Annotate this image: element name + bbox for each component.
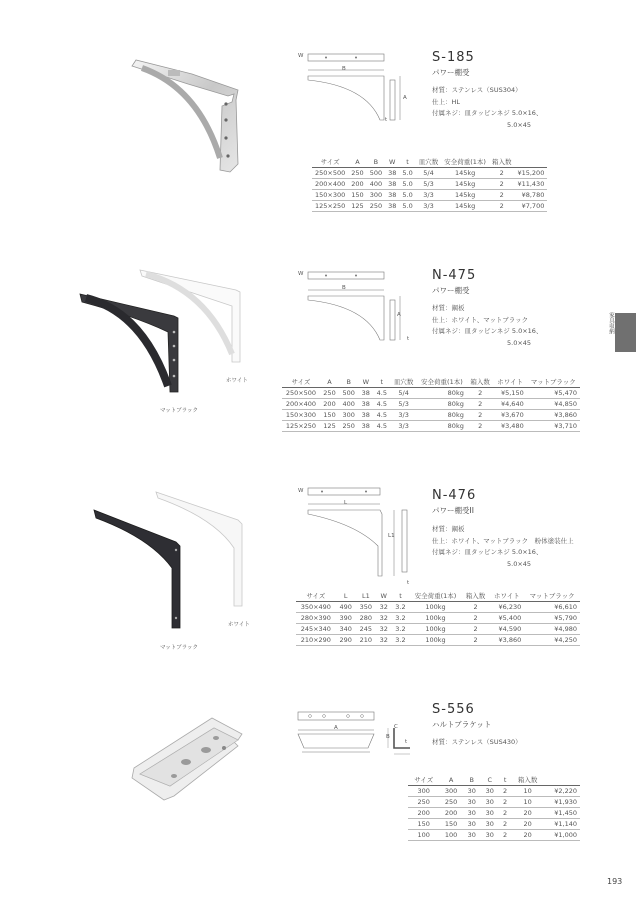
cell: 80kg [417,410,467,421]
spec-line: 付属ネジ：皿タッピンネジ 5.0×16、 [432,548,543,556]
cell: 150 [440,819,463,830]
cell: 300 [440,786,463,797]
table-header: A [320,376,339,388]
table-row [282,410,580,421]
cell: 125 [320,421,339,432]
table-row [282,421,580,432]
cell: 2 [489,168,515,179]
cell: 3.2 [392,635,410,646]
cell: 245×340 [296,624,336,635]
s185-product-photo [128,58,248,178]
table-header: t [373,376,390,388]
price-cell: ¥4,250 [524,635,580,646]
cell: 2 [467,410,494,421]
n475-specs [432,303,542,349]
table-row [296,635,580,646]
table-row [312,201,547,212]
table-header: C [481,774,499,786]
cell: 200 [408,808,440,819]
table-header [544,774,580,786]
table-header: t [399,156,415,168]
n476-price-table [296,590,580,646]
cell: 340 [336,624,356,635]
table-header: W [376,590,392,602]
price-cell: ¥1,000 [544,830,580,841]
cell: 2 [462,602,490,613]
s556-diagram-c-label: C [394,724,398,730]
cell: 20 [512,819,544,830]
cell: 30 [463,797,481,808]
price-cell: ¥4,590 [489,624,524,635]
price-cell: ¥5,150 [493,388,526,399]
n475-dimension-diagram [296,268,416,346]
spec-line: 仕上：ホワイト、マットブラック [432,315,529,324]
table-header: ホワイト [489,590,524,602]
cell: 2 [499,819,512,830]
table-row [312,179,547,190]
cell: 32 [376,613,392,624]
table-header: B [463,774,481,786]
cell: 5.0 [399,190,415,201]
spec-line: 材質：ステンレス（SUS304） [432,86,522,94]
cell: 30 [463,819,481,830]
cell: 32 [376,624,392,635]
cell: 2 [489,201,515,212]
n475-diagram-t-label: t [407,336,410,342]
cell: 145kg [441,190,489,201]
cell: 5/3 [390,399,417,410]
cell: 38 [358,388,373,399]
cell: 80kg [417,421,467,432]
price-cell: ¥3,860 [527,410,580,421]
cell: 2 [499,830,512,841]
spec-line: 付属ネジ：皿タッピンネジ 5.0×16、 [432,327,543,335]
cell: 10 [512,797,544,808]
table-header: ホワイト [493,376,526,388]
price-cell: ¥4,850 [527,399,580,410]
table-header: 安全荷重(1本) [409,590,461,602]
cell: 2 [489,190,515,201]
cell: 2 [499,786,512,797]
cell: 30 [463,808,481,819]
s185-diagram-a-label: A [403,95,407,101]
table-header: 箱入数 [512,774,544,786]
cell: 38 [385,190,399,201]
table-header: L [336,590,356,602]
cell: 300 [408,786,440,797]
cell: 500 [367,168,385,179]
n476-diagram-t-label: t [407,580,410,586]
cell: 30 [481,808,499,819]
n475-black-product-photo [78,292,188,396]
n476-model-number: N-476 [432,488,477,503]
price-cell: ¥5,470 [527,388,580,399]
table-row [282,388,580,399]
s185-diagram-w-label: W [298,53,304,59]
price-cell: ¥3,670 [493,410,526,421]
table-header [514,156,547,168]
table-row [408,808,580,819]
s556-product-name: ハルトブラケット [432,720,492,729]
cell: 100kg [409,613,461,624]
cell: 3/3 [416,201,442,212]
cell: 150 [348,190,366,201]
cell: 150 [320,410,339,421]
price-cell: ¥5,790 [524,613,580,624]
cell: 5.0 [399,201,415,212]
table-header: マットブラック [527,376,580,388]
n475-model-number: N-475 [432,268,477,283]
n476-dimension-diagram [296,484,416,580]
cell: 250 [408,797,440,808]
s185-model-number: S-185 [432,50,475,65]
cell: 150×300 [312,190,348,201]
cell: 280 [356,613,376,624]
n475-diagram-a-label: A [397,312,401,318]
cell: 2 [462,613,490,624]
cell: 2 [499,808,512,819]
table-header: 皿穴数 [390,376,417,388]
n476-product-name: パワー棚受II [432,506,474,515]
n475-white-label: ホワイト [226,378,248,384]
n475-product-name: パワー棚受 [432,286,470,295]
price-cell: ¥3,860 [489,635,524,646]
cell: 210 [356,635,376,646]
n476-diagram-l-label: L [344,500,348,506]
price-cell: ¥1,140 [544,819,580,830]
cell: 38 [358,410,373,421]
cell: 80kg [417,388,467,399]
cell: 20 [512,808,544,819]
cell: 2 [467,388,494,399]
table-row [408,786,580,797]
table-header: マットブラック [524,590,580,602]
price-cell: ¥3,710 [527,421,580,432]
price-cell: ¥4,980 [524,624,580,635]
cell: 300 [339,410,358,421]
cell: 250 [367,201,385,212]
cell: 200 [348,179,366,190]
s185-specs [432,85,542,131]
table-header: W [385,156,399,168]
s556-diagram-b-label: B [386,734,390,740]
cell: 150×300 [282,410,320,421]
n476-diagram-l1-label: L1 [388,533,395,539]
cell: 38 [385,201,399,212]
n475-diagram-w-label: W [298,271,304,277]
cell: 30 [481,830,499,841]
table-header: t [392,590,410,602]
price-cell: ¥6,230 [489,602,524,613]
cell: 38 [358,399,373,410]
cell: 100kg [409,624,461,635]
cell: 10 [512,786,544,797]
spec-line: 仕上：ホワイト、マットブラック 粉体塗装仕上 [432,536,574,545]
cell: 30 [481,797,499,808]
table-header: 箱入数 [489,156,515,168]
cell: 30 [463,830,481,841]
spec-line: 仕上：HL [432,97,461,106]
table-header: サイズ [296,590,336,602]
s556-specs [432,737,522,749]
price-cell: ¥7,700 [514,201,547,212]
table-row [408,797,580,808]
cell: 5.0 [399,179,415,190]
price-cell: ¥4,640 [493,399,526,410]
cell: 250 [339,421,358,432]
section-tab [615,313,636,352]
cell: 250 [440,797,463,808]
table-row [312,168,547,179]
cell: 245 [356,624,376,635]
section-tab-label: 家具収納 [608,312,614,334]
table-row [408,819,580,830]
cell: 280×390 [296,613,336,624]
cell: 145kg [441,179,489,190]
cell: 80kg [417,399,467,410]
n475-diagram-b-label: B [342,285,346,291]
spec-line: 材質：鋼板 [432,304,465,312]
cell: 4.5 [373,410,390,421]
s185-diagram-b-label: B [342,66,346,72]
cell: 200×400 [282,399,320,410]
cell: 210×290 [296,635,336,646]
cell: 350×490 [296,602,336,613]
table-header-row [312,156,547,168]
cell: 2 [462,635,490,646]
cell: 2 [499,797,512,808]
cell: 145kg [441,201,489,212]
cell: 20 [512,830,544,841]
spec-line: 付属ネジ：皿タッピンネジ 5.0×16、 [432,109,543,117]
cell: 150 [408,819,440,830]
table-header: 安全荷重(1本) [441,156,489,168]
cell: 5.0 [399,168,415,179]
s556-dimension-diagram [296,708,416,758]
table-header: サイズ [282,376,320,388]
cell: 4.5 [373,399,390,410]
cell: 2 [462,624,490,635]
cell: 38 [358,421,373,432]
table-header: 箱入数 [467,376,494,388]
cell: 250 [320,388,339,399]
cell: 390 [336,613,356,624]
cell: 500 [339,388,358,399]
cell: 250×500 [312,168,348,179]
table-header: W [358,376,373,388]
cell: 30 [481,786,499,797]
table-row [408,830,580,841]
cell: 3/3 [416,190,442,201]
price-cell: ¥5,400 [489,613,524,624]
table-header-row [282,376,580,388]
table-header: A [440,774,463,786]
table-row [296,613,580,624]
spec-line: 材質：ステンレス（SUS430） [432,738,522,746]
cell: 290 [336,635,356,646]
cell: 3.2 [392,624,410,635]
price-cell: ¥2,220 [544,786,580,797]
cell: 5/4 [416,168,442,179]
cell: 250×500 [282,388,320,399]
price-cell: ¥8,780 [514,190,547,201]
spec-line: 材質：鋼板 [432,525,465,533]
price-cell: ¥11,430 [514,179,547,190]
cell: 5/4 [390,388,417,399]
n476-specs [432,524,574,570]
table-header: サイズ [312,156,348,168]
table-header: A [348,156,366,168]
n476-diagram-w-label: W [298,488,304,494]
table-header: B [339,376,358,388]
cell: 300 [367,190,385,201]
price-cell: ¥3,480 [493,421,526,432]
table-header: 箱入数 [462,590,490,602]
page-number: 193 [607,877,623,886]
cell: 32 [376,602,392,613]
table-header: サイズ [408,774,440,786]
n475-black-label: マットブラック [160,408,199,414]
table-header: L1 [356,590,376,602]
s185-dimension-diagram [296,50,416,128]
price-cell: ¥15,200 [514,168,547,179]
s556-product-photo [130,716,248,804]
cell: 100kg [409,602,461,613]
table-header: t [499,774,512,786]
table-row [296,602,580,613]
cell: 100kg [409,635,461,646]
s185-product-name: パワー棚受 [432,68,470,77]
cell: 400 [367,179,385,190]
cell: 3.2 [392,602,410,613]
cell: 2 [489,179,515,190]
cell: 3/3 [390,421,417,432]
cell: 2 [467,399,494,410]
price-cell: ¥6,610 [524,602,580,613]
price-cell: ¥1,450 [544,808,580,819]
cell: 145kg [441,168,489,179]
cell: 125×250 [312,201,348,212]
cell: 3.2 [392,613,410,624]
cell: 125×250 [282,421,320,432]
table-header-row [296,590,580,602]
cell: 3/3 [390,410,417,421]
cell: 200 [440,808,463,819]
n475-price-table [282,376,580,432]
n476-white-label: ホワイト [228,622,250,628]
cell: 38 [385,179,399,190]
cell: 200 [320,399,339,410]
table-row [296,624,580,635]
n476-black-label: マットブラック [160,645,199,651]
table-header: B [367,156,385,168]
spec-line: 5.0×45 [507,559,532,568]
cell: 250 [348,168,366,179]
cell: 350 [356,602,376,613]
s556-model-number: S-556 [432,702,475,717]
cell: 2 [467,421,494,432]
table-header: 皿穴数 [416,156,442,168]
table-row [312,190,547,201]
cell: 5/3 [416,179,442,190]
cell: 200×400 [312,179,348,190]
s556-price-table [408,774,580,841]
table-row [282,399,580,410]
spec-line: 5.0×45 [507,338,532,347]
s185-price-table [312,156,547,212]
cell: 30 [481,819,499,830]
cell: 4.5 [373,388,390,399]
cell: 4.5 [373,421,390,432]
spec-line: 5.0×45 [507,120,532,129]
cell: 490 [336,602,356,613]
table-header-row [408,774,580,786]
price-cell: ¥1,930 [544,797,580,808]
table-header: 安全荷重(1本) [417,376,467,388]
cell: 38 [385,168,399,179]
n476-black-product-photo [92,508,188,632]
cell: 125 [348,201,366,212]
s556-diagram-a-label: A [334,725,338,731]
cell: 400 [339,399,358,410]
cell: 32 [376,635,392,646]
cell: 100 [440,830,463,841]
cell: 30 [463,786,481,797]
s185-diagram-t-label: t [385,117,388,123]
cell: 100 [408,830,440,841]
s556-diagram-t-label: t [405,739,408,745]
